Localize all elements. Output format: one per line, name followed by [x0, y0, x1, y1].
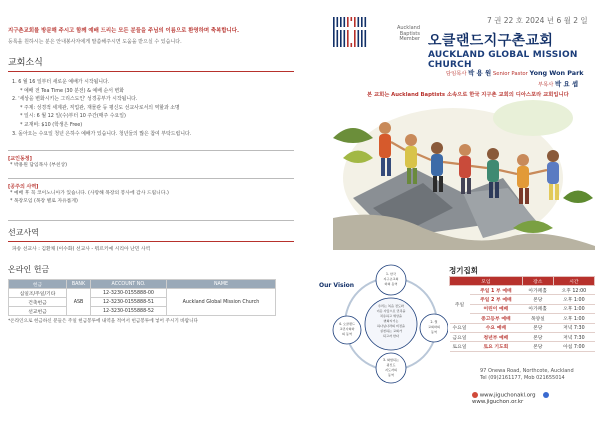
- vision-diagram: [330, 258, 448, 390]
- table-header: 모임: [450, 277, 523, 286]
- assoc-label: 부목사: [538, 82, 554, 88]
- worship-day: 주일: [450, 286, 470, 324]
- pastor-label: 담임목사: [446, 71, 467, 77]
- ministry-line: * 예배 후 꼭 코이노니아가 있습니다. (사랑해 목장의 봉사에 감사 드립니다.): [10, 191, 169, 197]
- account-number: 12-3230-0155888-52: [91, 307, 167, 316]
- websites: [472, 392, 600, 405]
- vision-node-1: 와의 동역: [384, 282, 398, 286]
- worship-place: 본당: [522, 342, 553, 351]
- registration-note: 등록을 원하시는 분은 안내봉사자에게 말씀해주시면 도움을 받으실 수 있습니다.: [8, 39, 182, 45]
- news-item: 3. 돌아오는 수요일 청년 은하수 예배가 있습니다. 청년들의 많은 참여 부탁드립니다.: [12, 130, 192, 137]
- baptist-text: Auckland: [396, 25, 420, 31]
- worship-place: 목양실: [522, 314, 553, 323]
- members-heading: [교인동정]: [8, 156, 32, 163]
- worship-time: 오후 12:00: [553, 286, 594, 295]
- worship-day: 토요일: [450, 342, 470, 351]
- worship-name: 어린이 예배: [470, 304, 523, 313]
- worship-name: 주일 1 부 예배: [470, 286, 523, 295]
- news-item: * 주제: 성경적 세계관, 직업관, 재물관 등 평신도 선교사로서의 역할과 소명: [20, 104, 180, 111]
- offering-note: *온라인으로 헌금하신 분들은 주일 헌금봉투에 내역을 적어서 헌금봉투에 넣어 주시기 바랍니다: [8, 319, 198, 325]
- table-header: BANK: [67, 280, 91, 289]
- offering-type: 선교헌금: [9, 307, 67, 316]
- pastor-name: 박 용 원: [468, 69, 492, 77]
- ministry-heading: [공주의 사역]: [8, 184, 39, 191]
- members-text: * 박용원 담임목사 (부친상): [10, 163, 68, 169]
- vision-center-line: 이웃 사랑으로 민족을: [376, 309, 406, 313]
- vision-center-line: 되고자 한다: [383, 334, 399, 338]
- vision-node-3: 지도자의: [385, 368, 397, 372]
- baptist-member-mark: [380, 26, 420, 43]
- worship-time: 아침 7:00: [553, 342, 594, 351]
- worship-time: 저녁 7:30: [553, 323, 594, 332]
- table-row: [450, 323, 595, 332]
- worship-time: 저녁 7:30: [553, 332, 594, 341]
- worship-time: 오후 1:00: [553, 314, 594, 323]
- vision-title: Our Vision: [319, 282, 355, 289]
- vision-node-1: 1. 한국: [386, 272, 396, 276]
- church-logo-icon: [331, 15, 377, 49]
- account-number: 12-3230-0155888-51: [91, 298, 167, 307]
- table-row: [450, 304, 595, 313]
- baptist-text: Member: [399, 36, 420, 42]
- vision-center-line: 치유하고 세상을: [380, 314, 402, 318]
- pastor-en-label: Senior Pastor: [492, 71, 528, 77]
- ministry-line: * 목장모임 (목장 별로 자유롭게): [10, 199, 78, 205]
- table-header: 헌금: [9, 280, 67, 289]
- church-slogan: 본 교회는 Auckland Baptists 소속으로 한국 지구촌 교회의 디아스포라 교회입니다: [367, 92, 569, 98]
- divider: [8, 150, 294, 151]
- worship-title: 정기집회: [449, 266, 478, 275]
- divider: [8, 241, 294, 242]
- assoc-name: 박 요 셉: [555, 80, 579, 88]
- account-name: Auckland Global Mission Church: [167, 289, 276, 316]
- vision-node-4: 교민사회와: [339, 327, 355, 331]
- globe-icon: [472, 392, 478, 398]
- news-list: [8, 78, 294, 138]
- table-header: 시간: [553, 277, 594, 286]
- worship-place: 본당: [522, 332, 553, 341]
- table-header: 장소: [522, 277, 553, 286]
- vision-node-3: 평신도: [386, 363, 396, 367]
- church-name-english: AUCKLAND GLOBAL MISSION CHURCH: [428, 50, 578, 70]
- issue-date: 7 권 22 호 2024 년 6 월 2 일: [487, 16, 588, 25]
- news-title: 교회소식: [8, 58, 43, 68]
- news-item: * 일시: 6 월 12 일(수)부터 10 주간(매주 수요일): [20, 113, 126, 120]
- worship-day: 수요일: [450, 323, 470, 332]
- mission-text: 파송 선교사 : 김환채 (이수화) 선교사 - 뭐르키예 시리아 난민 사역: [12, 247, 151, 253]
- worship-day: 금요일: [450, 332, 470, 341]
- vision-node-4: 4. 오클랜드: [339, 322, 355, 326]
- vision-center-line: 실천하는 교회가: [380, 329, 402, 333]
- news-item: 2. '세상을 변화시키는 그리스도인' 성경공부가 시작됩니다.: [12, 96, 138, 103]
- table-row: [450, 295, 595, 304]
- worship-name: 수요 예배: [470, 323, 523, 332]
- worship-place: 본당: [522, 295, 553, 304]
- website-link[interactable]: www.jiguchon.or.kr: [472, 398, 524, 405]
- welcome-message: 지구촌교회를 방문해 주시고 함께 예배 드리는 모든 분들을 주님의 이름으로 환영하며 축복합니다.: [8, 28, 239, 34]
- senior-pastor: [446, 68, 584, 77]
- vision-node-2: 2. 열: [430, 320, 438, 324]
- mission-title: 선교사역: [8, 228, 39, 238]
- pastor-name-en: Yong Won Park: [529, 69, 584, 77]
- church-name-korean: 오클랜드지구촌교회: [428, 33, 554, 49]
- table-header: ACCOUNT NO.: [91, 280, 167, 289]
- church-address: [480, 368, 574, 382]
- baptist-text: Baptists: [399, 30, 420, 37]
- offering-type: 십일조/주일/기타: [9, 289, 67, 298]
- table-header: NAME: [167, 280, 276, 289]
- vision-node-3: 동역: [388, 373, 394, 377]
- table-row: [450, 342, 595, 351]
- worship-time: 오후 1:00: [553, 304, 594, 313]
- table-row: [9, 289, 276, 298]
- globe-icon: [543, 392, 549, 398]
- divider: [8, 220, 294, 221]
- associate-pastor: [538, 79, 578, 88]
- worship-name: 주일 2 부 예배: [470, 295, 523, 304]
- vision-node-1: 지구촌교회: [383, 277, 399, 281]
- worship-name: 중고등부 예배: [470, 314, 523, 323]
- hiking-illustration: [333, 98, 595, 250]
- worship-name: 토요 기도회: [470, 342, 523, 351]
- vision-center-line: 우리는 복음 전도와: [378, 304, 404, 308]
- news-item: * 교재비: $10 (학생은 Free): [20, 121, 83, 128]
- worship-place: 아가페홀: [522, 304, 553, 313]
- offering-title: 온라인 헌금: [8, 265, 50, 275]
- worship-time: 오후 1:00: [553, 295, 594, 304]
- worship-name: 청년부 예배: [470, 332, 523, 341]
- divider: [8, 178, 294, 179]
- offering-table: [8, 279, 276, 316]
- phone-line: Tel (09)2161177, Mob 021655014: [480, 375, 565, 381]
- vision-node-3: 3. 화합되는: [383, 358, 399, 362]
- address-line: 97 Onewa Road, Northcote, Auckland: [480, 368, 574, 374]
- table-row: [450, 286, 595, 295]
- vision-center-line: 변화시키는: [383, 319, 399, 323]
- vision-node-2: 교회와의: [428, 325, 440, 329]
- offering-type: 건축헌금: [9, 298, 67, 307]
- worship-place: 본당: [522, 323, 553, 332]
- worship-table: [449, 276, 595, 352]
- vision-node-2: 동역: [431, 330, 437, 334]
- news-item: * 예배 전 Tea Time (30 분전) & 예배 순서 변화: [20, 87, 124, 94]
- bank-name: ASB: [67, 289, 91, 316]
- website-link[interactable]: www.jiguchonakl.org: [479, 392, 536, 399]
- vision-center-line: 하나님나라의 비전을: [377, 324, 405, 328]
- table-row: [450, 332, 595, 341]
- table-row: [450, 314, 595, 323]
- account-number: 12-3230-0155888-00: [91, 289, 167, 298]
- left-column: [8, 28, 294, 326]
- news-item: 1. 6 월 16 일부터 새로운 예배가 시작됩니다.: [12, 79, 110, 85]
- worship-place: 아가페홀: [522, 286, 553, 295]
- divider: [8, 71, 294, 72]
- vision-node-4: 의 동역: [342, 332, 352, 336]
